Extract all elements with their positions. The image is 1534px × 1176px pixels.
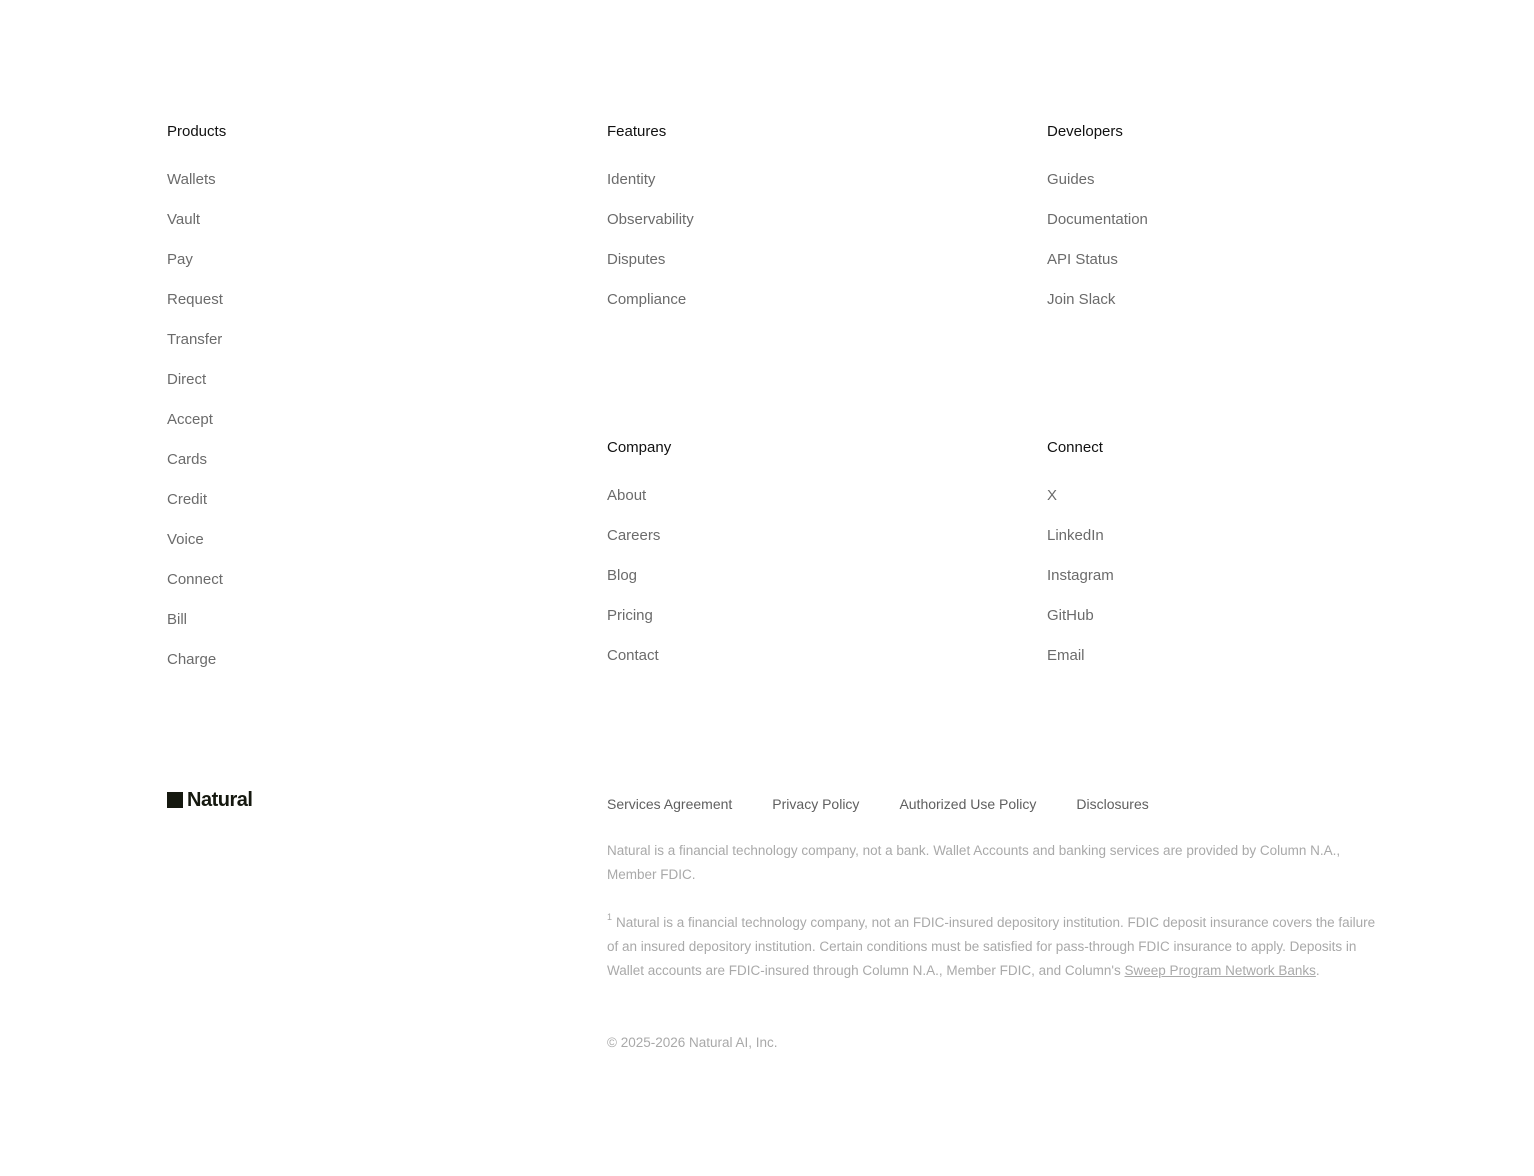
footer-link-careers[interactable]: Careers: [607, 527, 661, 544]
developers-heading: Developers: [1047, 123, 1123, 140]
copyright: © 2025-2026 Natural AI, Inc.: [607, 1035, 778, 1050]
footer-link-join-slack[interactable]: Join Slack: [1047, 291, 1116, 308]
footer-link-cards[interactable]: Cards: [167, 451, 208, 468]
bank-disclaimer: Natural is a financial technology company, not a bank. Wallet Accounts and banking services are provided by Column N.A., Member FDIC.: [607, 843, 1341, 882]
footer-link-compliance[interactable]: Compliance: [607, 291, 687, 308]
company-list: [607, 486, 671, 686]
natural-logo[interactable]: [167, 789, 252, 811]
footer-link-disputes[interactable]: Disputes: [607, 251, 666, 268]
footer-link-linkedin[interactable]: LinkedIn: [1047, 527, 1104, 544]
footer-link-blog[interactable]: Blog: [607, 567, 638, 584]
products-list: [167, 170, 226, 690]
footer-link-guides[interactable]: Guides: [1047, 171, 1095, 188]
services-agreement-link[interactable]: Services Agreement: [607, 796, 733, 812]
developers-list: [1047, 170, 1148, 330]
privacy-policy-link[interactable]: Privacy Policy: [772, 796, 860, 812]
footer-link-instagram[interactable]: Instagram: [1047, 567, 1114, 584]
company-column: [607, 438, 671, 686]
footer-link-voice[interactable]: Voice: [167, 531, 204, 548]
features-heading: Features: [607, 123, 667, 140]
authorized-use-policy-link[interactable]: Authorized Use Policy: [899, 796, 1037, 812]
footer-link-documentation[interactable]: Documentation: [1047, 211, 1148, 228]
footer-link-wallets[interactable]: Wallets: [167, 171, 216, 188]
footer-link-direct[interactable]: Direct: [167, 371, 207, 388]
legal-links: [607, 794, 1189, 814]
footnote-text: Natural is a financial technology company, not an FDIC-insured depository institution. FDIC deposit insurance covers the failure of an insured depository institution. Certain conditions must be satisfied for pass-through FDIC insurance to apply. Deposits in Wallet accounts are FDIC-insured through Column N.A., Member FDIC, and Column's: [607, 915, 1376, 978]
connect-list: [1047, 486, 1114, 686]
footer-link-contact[interactable]: Contact: [607, 647, 659, 664]
footer-link-email[interactable]: Email: [1047, 647, 1085, 664]
footer-link-credit[interactable]: Credit: [167, 491, 208, 508]
footnote-end: .: [1315, 963, 1320, 978]
developers-column: [1047, 122, 1148, 330]
connect-heading: Connect: [1047, 439, 1103, 456]
footer-link-transfer[interactable]: Transfer: [167, 331, 223, 348]
footer-link-x[interactable]: X: [1047, 487, 1058, 504]
features-column: [607, 122, 694, 330]
footer-link-connect[interactable]: Connect: [167, 571, 223, 588]
footer-link-pay[interactable]: Pay: [167, 251, 193, 268]
footer-link-observability[interactable]: Observability: [607, 211, 694, 228]
footer-link-github[interactable]: GitHub: [1047, 607, 1094, 624]
footer-link-vault[interactable]: Vault: [167, 211, 201, 228]
company-heading: Company: [607, 439, 672, 456]
footer-link-identity[interactable]: Identity: [607, 171, 656, 188]
footer-link-request[interactable]: Request: [167, 291, 223, 308]
products-heading: Products: [167, 123, 227, 140]
disclosures-link[interactable]: Disclosures: [1076, 796, 1149, 812]
products-column: [167, 122, 226, 690]
connect-column: [1047, 438, 1114, 686]
footer-link-pricing[interactable]: Pricing: [607, 607, 653, 624]
fdic-footnote: [607, 911, 1377, 983]
logo-wordmark: Natural: [187, 789, 253, 811]
features-list: [607, 170, 694, 330]
sweep-program-link[interactable]: Sweep Program Network Banks: [1124, 963, 1316, 978]
footer-link-api-status[interactable]: API Status: [1047, 251, 1118, 268]
square-logo-icon: [167, 792, 183, 808]
footer-link-charge[interactable]: Charge: [167, 651, 217, 668]
footer-link-about[interactable]: About: [607, 487, 647, 504]
footer-link-accept[interactable]: Accept: [167, 411, 213, 428]
footer-link-bill[interactable]: Bill: [167, 611, 188, 628]
footnote-marker: 1: [607, 912, 613, 922]
